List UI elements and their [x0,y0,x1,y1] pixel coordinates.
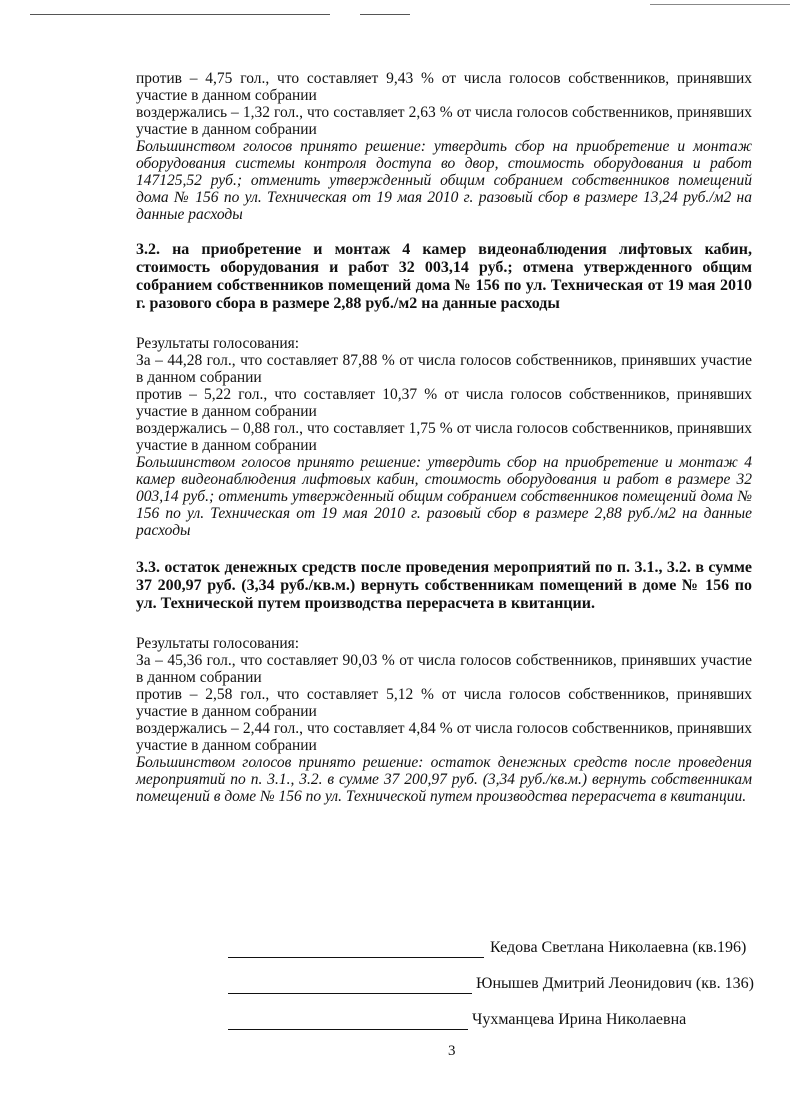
vote-against: против – 5,22 гол., что составляет 10,37 % от числа голосов собственников, принявших участие в данном собрании [136,386,752,420]
signature-row [228,1000,768,1036]
signatory-name: Чухманцева Ирина Николаевна [472,1011,687,1028]
section-3-3 [136,559,752,805]
signatory-name: Юнышев Дмитрий Леонидович (кв. 136) [476,975,754,992]
vote-abstained: воздержались – 0,88 гол., что составляет 1,75 % от числа голосов собственников, принявших участие в данном собрании [136,420,752,454]
vote-against: против – 2,58 гол., что составляет 5,12 % от числа голосов собственников, принявших участие в данном собрании [136,686,752,720]
section-heading: 3.2. на приобретение и монтаж 4 камер видеонаблюдения лифтовых кабин, стоимость оборудования и работ 32 003,14 руб.; отмена утвержденного общим собранием собственников помещений дома № 156 по ул. Техническая от 19 мая 2010 г. разового сбора в размере 2,88 руб./м2 на данные расходы [136,241,752,312]
decision-text: Большинством голосов принято решение: утвердить сбор на приобретение и монтаж оборудования системы контроля доступа во двор, стоимость оборудования и работ 147125,52 руб.; отменить утвержденный общим собранием собственников помещений дома № 156 по ул. Техническая от 19 мая 2010 г. разовый сбор в размере 13,24 руб./м2 на данные расходы [136,138,752,223]
page-number: 3 [448,1043,456,1059]
signature-row [228,964,768,1000]
scan-artifact-line [30,14,330,15]
decision-text: Большинством голосов принято решение: остаток денежных средств после проведения мероприятий по п. 3.1., 3.2. в сумме 37 200,97 руб. (3,34 руб./кв.м.) вернуть собственникам помещений в доме № 156 по ул. Технической путем производства перерасчета в квитанции. [136,754,752,805]
vote-abstained: воздержались – 1,32 гол., что составляет 2,63 % от числа голосов собственников, принявших участие в данном собрании [136,104,752,138]
section-heading: 3.3. остаток денежных средств после проведения мероприятий по п. 3.1., 3.2. в сумме 37 200,97 руб. (3,34 руб./кв.м.) вернуть собственникам помещений в доме № 156 по ул. Технической путем производства перерасчета в квитанции. [136,559,752,612]
results-label: Результаты голосования: [136,335,300,352]
vote-for: За – 45,36 гол., что составляет 90,03 % от числа голосов собственников, принявших участие в данном собрании [136,652,752,686]
vote-for: За – 44,28 гол., что составляет 87,88 % от числа голосов собственников, принявших участие в данном собрании [136,352,752,386]
vote-against: против – 4,75 гол., что составляет 9,43 % от числа голосов собственников, принявших участие в данном собрании [136,70,752,104]
document-body [136,70,752,805]
decision-text: Большинством голосов принято решение: утвердить сбор на приобретение и монтаж 4 камер видеонаблюдения лифтовых кабин, стоимость оборудования и работ в размере 32 003,14 руб.; отменить утвержденный общим собранием собственников помещений дома № 156 по ул. Техническая от 19 мая 2010 г. разовый сбор в размере 2,88 руб./м2 на данные расходы [136,454,752,539]
signature-block [228,928,768,1036]
signature-line [228,993,472,994]
signature-row [228,928,768,964]
signature-line [228,1029,468,1030]
results-label: Результаты голосования: [136,635,300,652]
scan-artifact-line [360,14,410,15]
section-3-2 [136,241,752,539]
signature-line [228,957,484,958]
signatory-name: Кедова Светлана Николаевна (кв.196) [490,939,747,956]
scan-artifact-line [650,4,790,5]
section-3-1-tail [136,70,752,223]
vote-abstained: воздержались – 2,44 гол., что составляет 4,84 % от числа голосов собственников, принявших участие в данном собрании [136,720,752,754]
